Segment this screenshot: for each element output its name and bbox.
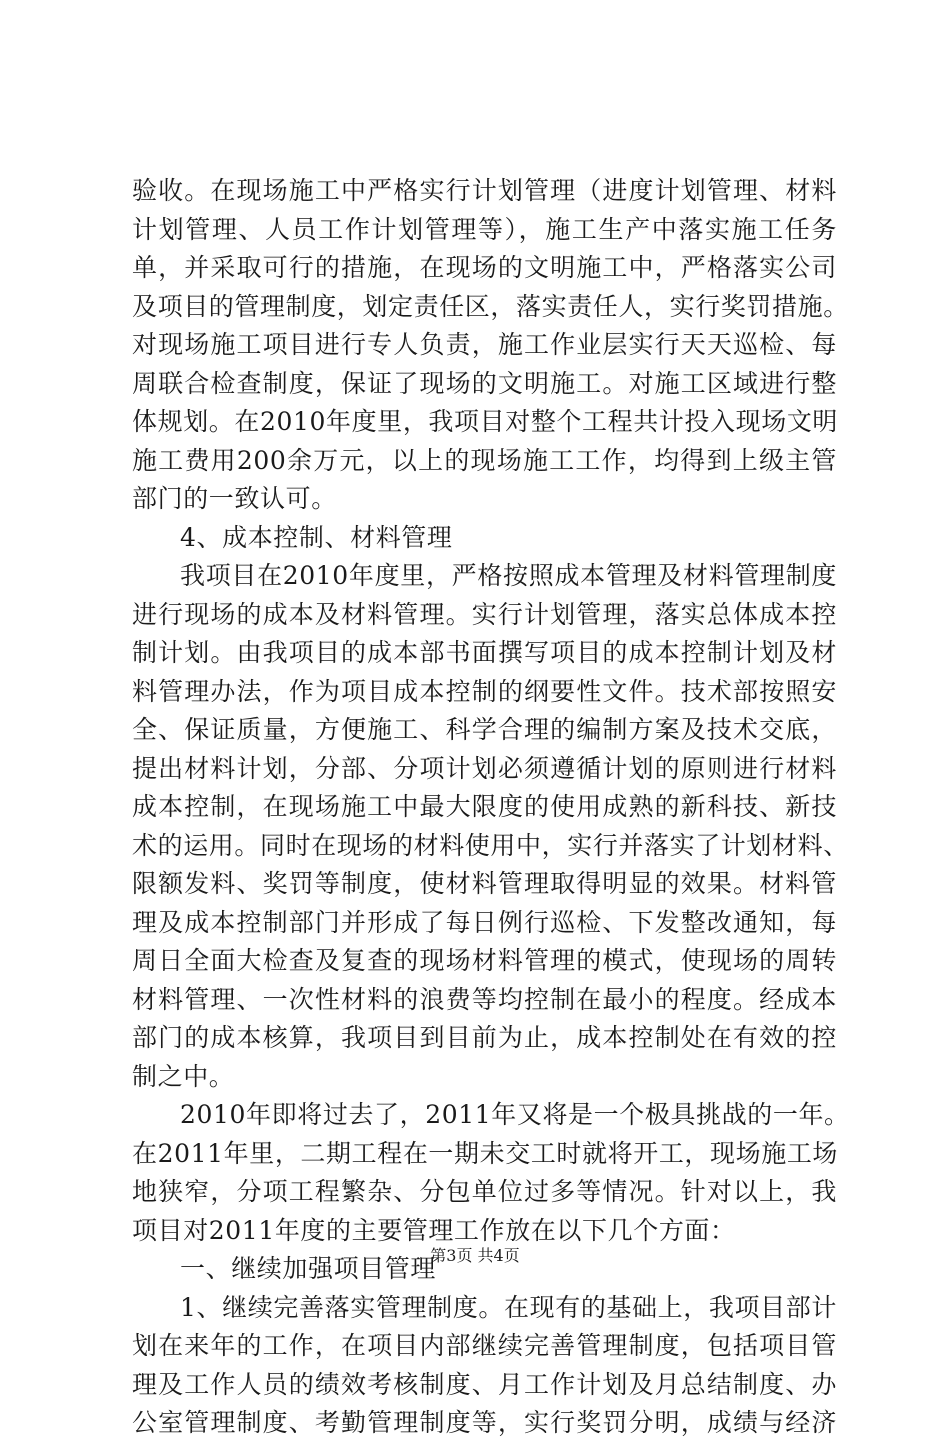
text-line: 划在来年的工作，在项目内部继续完善管理制度，包括项目管 <box>132 1331 837 1360</box>
text-line: 理及成本控制部门并形成了每日例行巡检、下发整改通知，每 <box>132 907 837 937</box>
section-heading: 一、继续加强项目管理 <box>180 1254 437 1283</box>
text-line: 我项目在2010年度里，严格按照成本管理及材料管理制度 <box>180 561 837 590</box>
text-line: 1、继续完善落实管理制度。在现有的基础上，我项目部计 <box>180 1292 837 1322</box>
text-line: 制计划。由我项目的成本部书面撰写项目的成本控制计划及材 <box>132 638 837 667</box>
page-number-footer: 第3页 共4页 <box>430 1246 520 1265</box>
text-line: 成本控制，在现场施工中最大限度的使用成熟的新科技、新技 <box>132 792 837 821</box>
text-line: 体规划。在2010年度里，我项目对整个工程共计投入现场文明 <box>132 407 839 436</box>
text-line: 周联合检查制度，保证了现场的文明施工。对施工区域进行整 <box>132 368 837 398</box>
text-line: 计划管理、人员工作计划管理等），施工生产中落实施工任务 <box>132 214 837 244</box>
text-line: 提出材料计划，分部、分项计划必须遵循计划的原则进行材料 <box>132 753 837 783</box>
text-line: 部门的一致认可。 <box>132 484 337 513</box>
text-line: 对现场施工项目进行专人负责，施工作业层实行天天巡检、每 <box>132 330 837 359</box>
text-line: 理及工作人员的绩效考核制度、月工作计划及月总结制度、办 <box>132 1369 837 1399</box>
text-line: 项目对2011年度的主要管理工作放在以下几个方面： <box>132 1215 736 1245</box>
text-line: 材料管理、一次性材料的浪费等均控制在最小的程度。经成本 <box>132 984 837 1014</box>
text-line: 单，并采取可行的措施，在现场的文明施工中，严格落实公司 <box>132 253 837 282</box>
text-line: 2010年即将过去了，2011年又将是一个极具挑战的一年。 <box>180 1100 850 1129</box>
text-line: 全、保证质量，方便施工、科学合理的编制方案及技术交底， <box>132 715 837 744</box>
text-line: 公室管理制度、考勤管理制度等，实行奖罚分明，成绩与经济 <box>132 1408 837 1437</box>
text-line: 限额发料、奖罚等制度，使材料管理取得明显的效果。材料管 <box>132 869 837 898</box>
section-heading: 4、成本控制、材料管理 <box>180 522 453 552</box>
text-line: 料管理办法，作为项目成本控制的纲要性文件。技术部按照安 <box>132 676 837 706</box>
text-line: 在2011年里，二期工程在一期未交工时就将开工，现场施工场 <box>132 1138 839 1168</box>
text-line: 及项目的管理制度，划定责任区，落实责任人，实行奖罚措施。 <box>132 291 849 321</box>
text-line: 验收。在现场施工中严格实行计划管理（进度计划管理、材料 <box>132 176 837 205</box>
text-line: 进行现场的成本及材料管理。实行计划管理，落实总体成本控 <box>132 599 837 629</box>
text-line: 制之中。 <box>132 1061 235 1091</box>
text-line: 地狭窄，分项工程繁杂、分包单位过多等情况。针对以上，我 <box>132 1177 837 1206</box>
text-line: 术的运用。同时在现场的材料使用中，实行并落实了计划材料、 <box>132 830 849 860</box>
text-line: 部门的成本核算，我项目到目前为止，成本控制处在有效的控 <box>132 1023 837 1052</box>
text-line: 周日全面大检查及复查的现场材料管理的模式，使现场的周转 <box>132 946 837 975</box>
text-line: 施工费用200余万元，以上的现场施工工作，均得到上级主管 <box>132 445 837 475</box>
